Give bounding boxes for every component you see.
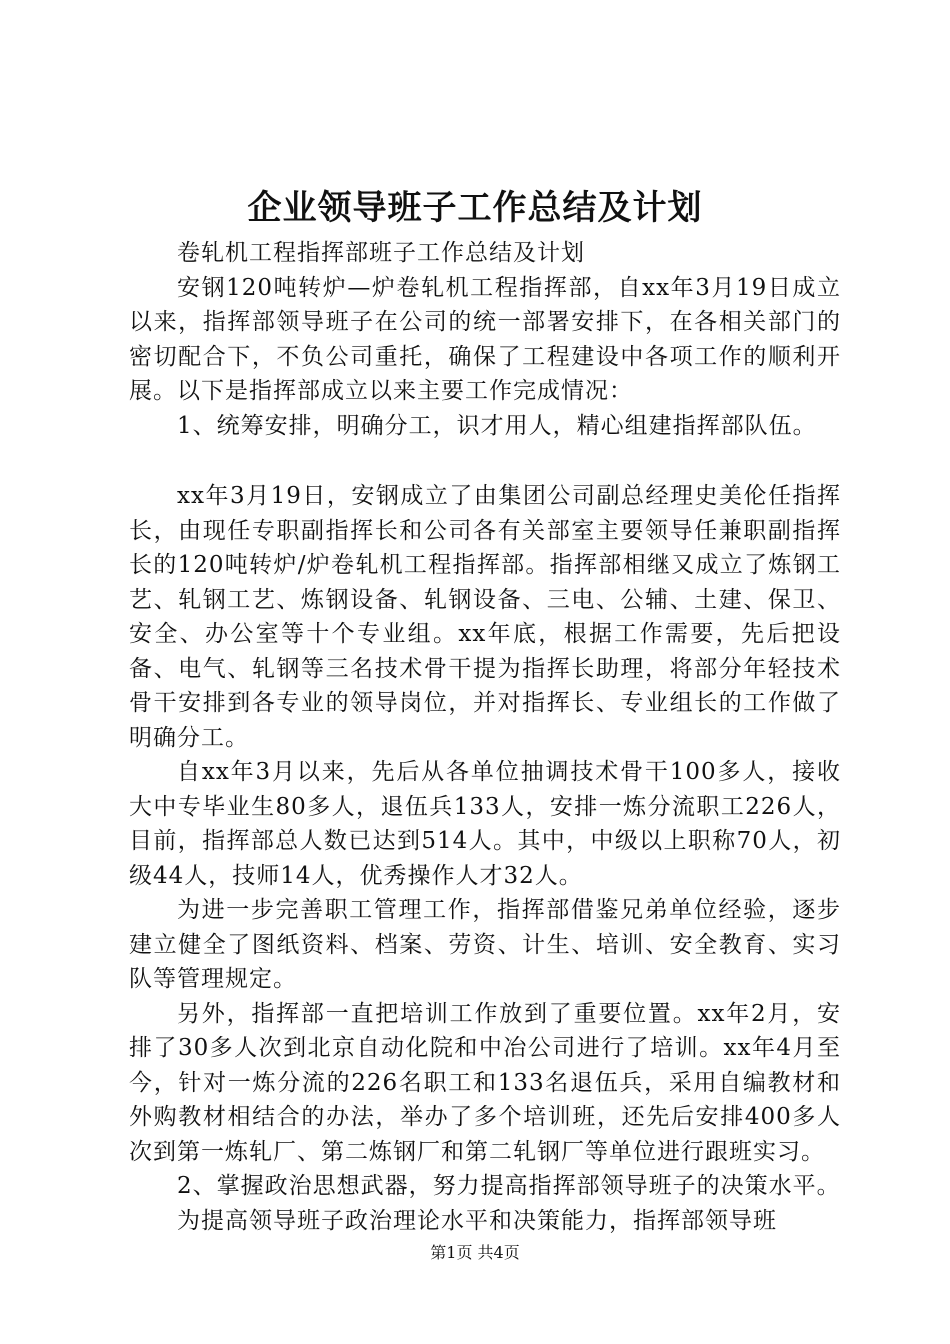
paragraph-formation: xx年3月19日，安钢成立了由集团公司副总经理史美伦任指挥长，由现任专职副指挥长和公司各有关部室主要领导任兼职副指挥长的120吨转炉/炉卷轧机工程指挥部。指挥部相继又成立了炼钢工艺、轧钢工艺、炼钢设备、轧钢设备、三电、公辅、土建、保卫、安全、办公室等十个专业组。xx年底，根据工作需要，先后把设备、电气、轧钢等三名技术骨干提为指挥长助理，将部分年轻技术骨干安排到各专业的领导岗位，并对指挥长、专业组长的工作做了明确分工。: [129, 483, 841, 751]
paragraph-intro: 安钢120吨转炉—炉卷轧机工程指挥部，自xx年3月19日成立以来，指挥部领导班子在公司的统一部署安排下，在各相关部门的密切配合下，不负公司重托，确保了工程建设中各项工作的顺利开展。以下是指挥部成立以来主要工作完成情况：: [129, 274, 841, 404]
document-title: 企业领导班子工作总结及计划: [247, 188, 703, 228]
paragraph-training: 另外，指挥部一直把培训工作放到了重要位置。xx年2月，安排了30多人次到北京自动化院和中冶公司进行了培训。xx年4月至今，针对一炼分流的226名职工和133名退伍兵，采用自编教材和外购教材相结合的办法，举办了多个培训班，还先后安排400多人次到第一炼轧厂、第二炼钢厂和第二轧钢厂等单位进行跟班实习。: [129, 1000, 841, 1165]
paragraph-subtitle: 卷轧机工程指挥部班子工作总结及计划: [177, 240, 585, 266]
paragraph-politics: 为提高领导班子政治理论水平和决策能力，指挥部领导班: [177, 1207, 777, 1234]
paragraph-gap: [129, 443, 841, 479]
paragraph-management: 为进一步完善职工管理工作，指挥部借鉴兄弟单位经验，逐步建立健全了图纸资料、档案、劳资、计生、培训、安全教育、实习队等管理规定。: [129, 897, 841, 992]
section-heading-1: 1、统筹安排，明确分工，识才用人，精心组建指挥部队伍。: [177, 412, 817, 439]
document-body: [129, 236, 841, 1238]
section-heading-2: 2、掌握政治思想武器，努力提高指挥部领导班子的决策水平。: [177, 1173, 841, 1199]
page-footer: 第1页 共4页: [430, 1243, 520, 1262]
paragraph-staffing: 自xx年3月以来，先后从各单位抽调技术骨干100多人，接收大中专毕业生80多人，退伍兵133人，安排一炼分流职工226人，目前，指挥部总人数已达到514人。其中，中级以上职称70人，初级44人，技师14人，优秀操作人才32人。: [129, 759, 841, 889]
